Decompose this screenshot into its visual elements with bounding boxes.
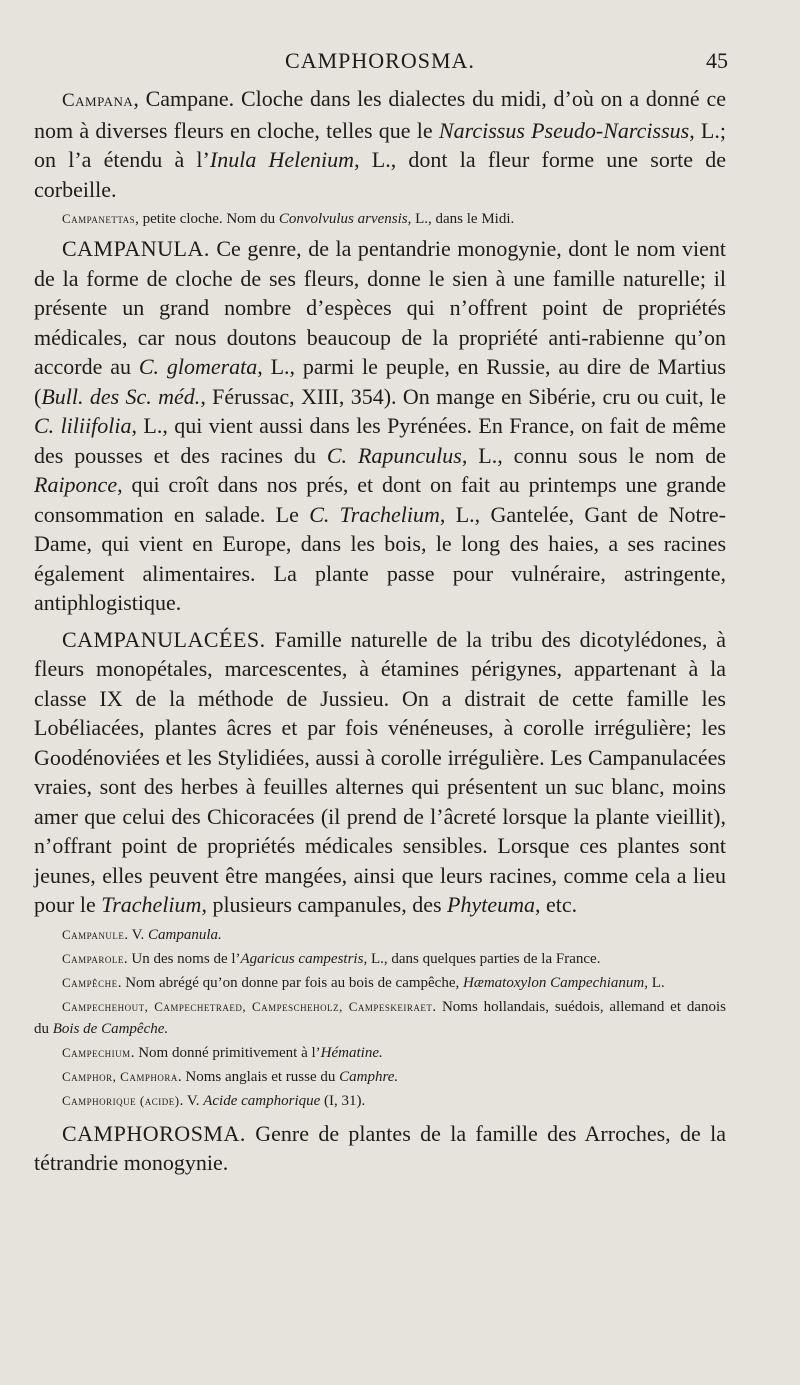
entry-text: Ce genre, de la pentandrie monogynie, dont le nom vient de la forme de cloche de ses fleurs, donne le sien à une famille naturelle; il présente un grand nombre d’espèces qui n’offrent point de propriétés médicales, car nous doutons beaucoup de la propriété anti-rabienne qu’on accorde au <box>34 236 726 379</box>
entry-italic: Narcissus Pseudo-Narcissus <box>438 117 690 143</box>
running-head <box>0 48 800 76</box>
entry-text: , L., qui vient aussi dans les Pyrénées. En France, on fait de même des pousses et des racines du <box>34 413 726 468</box>
entry-headword: CAMPHOROSMA. <box>62 1120 246 1146</box>
entry-text: , etc. <box>535 892 578 917</box>
entry-campanulacees <box>34 625 726 920</box>
entry-italic: Camphre. <box>339 1068 399 1085</box>
entry-text: (I, 31). <box>320 1092 366 1109</box>
running-title: CAMPHOROSMA. <box>285 48 475 73</box>
entry-text: , Férussac, XIII, 354). On mange en Sibérie, cru ou cuit, le <box>200 383 726 409</box>
entry-headword: Campechehout, Campechetraed, Campescheholz, Campeskeiraet <box>62 998 433 1014</box>
entry-text: . Noms hollandais, suédois, allemand et danois du <box>34 998 726 1037</box>
entry-camphorosma <box>34 1119 726 1178</box>
entry-italic: C. glomerata <box>138 354 258 379</box>
dictionary-body <box>34 84 726 1178</box>
entry-text: Famille naturelle de la tribu des dicotylédones, à fleurs monopétales, marcescentes, à étamines périgynes, appartenant à la classe IX de la méthode de Jussieu. On a distrait de cette famille les Lobéliacées, plantes âcres et par fois vénéneuses, à corolle irrégulière; les Goodénoviées et les Stylidiées, aussi à corolle irrégulière. Les Campanulacées vraies, sont des herbes à feuilles alternes qui présentent un suc blanc, moins amer que celui des Chicoracées (il prend de l’âcreté lorsque la plante vieillit), n’offrant point de propriétés médicales sensibles. Lorsque ces plantes sont jeunes, elles peuvent être mangées, ainsi que leurs racines, comme cela a lieu pour le <box>34 626 726 917</box>
entry-camparole <box>34 948 726 970</box>
entry-text: , L., Gantelée, Gant de Notre-Dame, qui vient en Europe, dans les bois, le long des haies, a ses racines également alimentaires. La plante passe pour vulnéraire, astringente, antiphlogistique. <box>34 501 726 615</box>
page-number: 45 <box>706 48 728 73</box>
entry-headword: Camparole <box>62 950 124 966</box>
entry-text: , L., dans quelques parties de la France. <box>363 950 601 967</box>
entry-italic: C. Rapunculus <box>326 442 462 468</box>
entry-text: , L., dont la fleur forme une sorte de corbeille. <box>34 147 726 202</box>
entry-campanula <box>34 234 726 618</box>
entry-text: , qui croît dans nos prés, et dont on fait au printemps une grande consommation en salade. Le <box>34 472 726 527</box>
entry-italic: C. Trachelium <box>309 501 440 527</box>
entry-headword: Campechium <box>62 1044 131 1060</box>
entry-text: , Campane. Cloche dans les dialectes du midi, d’où on a donné ce nom à diverses fleurs en cloche, telles que le <box>34 86 726 143</box>
entry-headword: Campêche <box>62 974 118 990</box>
entry-italic: Convolvulus arvensis <box>278 211 408 227</box>
entry-italic: Phyteuma <box>447 892 536 917</box>
entry-text: , L. <box>644 974 665 991</box>
entry-text: , L., dans le Midi. <box>407 211 515 227</box>
entry-campana <box>34 84 726 204</box>
entry-text: , L., parmi le peuple, en Russie, au dire de Martius ( <box>34 354 726 409</box>
entry-headword: CAMPANULA. <box>62 236 210 261</box>
entry-italic: Hématine. <box>320 1044 383 1061</box>
entry-camphor <box>34 1066 726 1088</box>
entry-headword: CAMPANULACÉES. <box>62 626 266 652</box>
entry-text: , L.; on l’a étendu à l’ <box>34 117 726 172</box>
entry-text: . V. <box>179 1092 204 1109</box>
entry-campanettas <box>34 208 726 230</box>
entry-text: , plusieurs campanules, des <box>201 892 448 917</box>
entry-campechehout <box>34 996 726 1040</box>
entry-camphorique <box>34 1090 726 1112</box>
entry-text: . V. <box>124 926 148 943</box>
entry-text: , L., connu sous le nom de <box>461 442 726 468</box>
entry-campanule <box>34 924 726 946</box>
entry-headword: Camphor, Camphora <box>62 1068 178 1084</box>
entry-text: . Nom donné primitivement à l’ <box>130 1044 321 1061</box>
entry-headword: Campanule <box>62 926 125 942</box>
entry-campeche <box>34 972 726 994</box>
entry-text: . Nom abrégé qu’on donne par fois au bois de campêche, <box>117 974 463 991</box>
entry-italic: Agaricus campestris <box>240 950 364 967</box>
entry-italic: Bull. des Sc. méd. <box>41 383 201 409</box>
entry-italic: C. liliifolia <box>34 413 132 438</box>
entry-italic: Raiponce <box>34 472 118 497</box>
entry-italic: Trachelium <box>101 892 202 917</box>
entry-italic: Acide camphorique <box>203 1092 321 1109</box>
entry-italic: Campanula. <box>148 926 222 943</box>
entry-text: Genre de plantes de la famille des Arroches, de la tétrandrie monogynie. <box>34 1120 726 1175</box>
entry-italic: Hæmatoxylon Campechianum <box>463 974 645 991</box>
entry-headword: Campanettas <box>62 211 136 226</box>
entry-campechium <box>34 1042 726 1064</box>
entry-text: . Un des noms de l’ <box>123 950 241 967</box>
entry-italic: Inula Helenium <box>209 147 355 172</box>
entry-italic: Bois de Campêche. <box>52 1020 169 1037</box>
entry-headword: Camphorique (acide) <box>62 1092 180 1108</box>
entry-headword: Campana <box>62 90 134 111</box>
entry-text: , petite cloche. Nom du <box>135 211 279 227</box>
entry-text: . Noms anglais et russe du <box>177 1068 340 1085</box>
